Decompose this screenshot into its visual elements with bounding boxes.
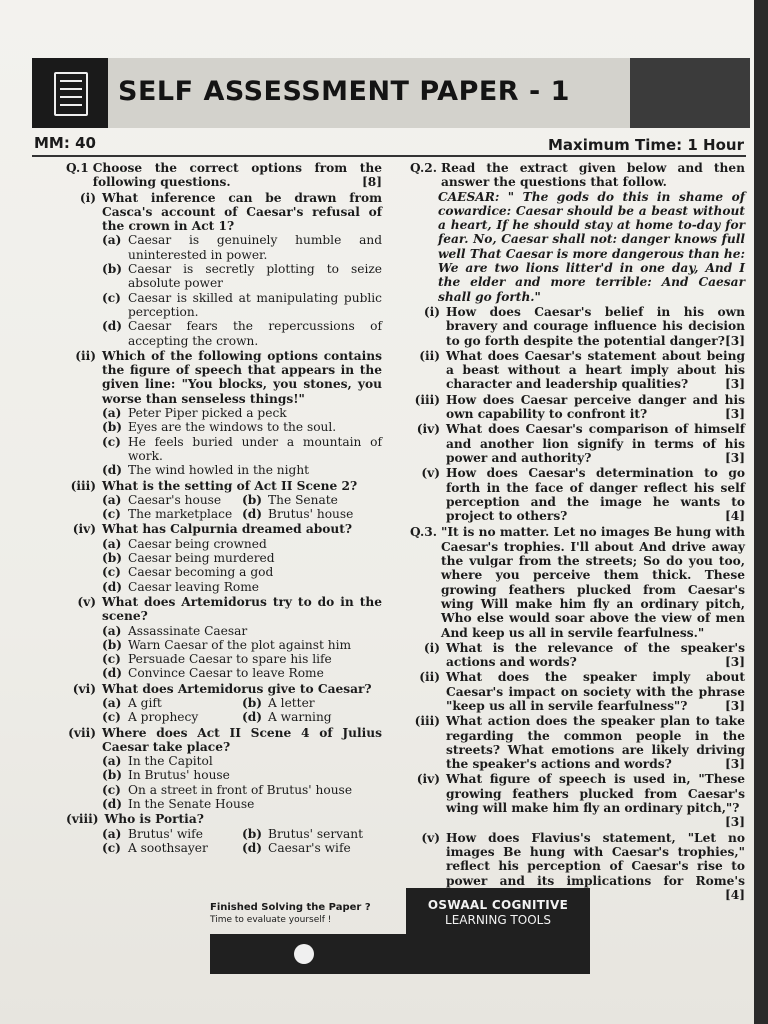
sub-question-text: How does Caesar's determination to go forth in the face of danger reflect his self perception and the image he wants to project to others?	[446, 466, 745, 524]
sub-question-text: Who is Portia?	[104, 812, 204, 827]
option-letter: (d)	[102, 666, 123, 681]
sub-question-marks: [3]	[724, 333, 745, 348]
question-1-text: Choose the correct options from the following questions.	[92, 161, 382, 190]
sub-question-text: What inference can be drawn from Casca's account of Caesar's refusal of the crown in Act 1?	[102, 190, 382, 234]
sub-question-number: (i)	[423, 640, 440, 655]
option-text: The marketplace	[128, 507, 233, 522]
option	[102, 463, 382, 477]
option-pair	[102, 710, 382, 724]
option	[102, 754, 382, 768]
option-letter: (c)	[102, 782, 121, 797]
sub-question	[66, 595, 382, 624]
sub-question	[66, 812, 382, 826]
option-text: Caesar becoming a god	[128, 565, 274, 580]
sub-question-marks: [3]	[724, 655, 745, 670]
option-letter: (b)	[102, 551, 123, 566]
sub-question-number: (iv)	[416, 422, 440, 437]
sub-question	[66, 682, 382, 696]
option	[102, 565, 382, 579]
sub-question-text: How does Caesar perceive danger and his own capability to confront it?	[446, 392, 745, 422]
option-letter: (b)	[102, 420, 123, 435]
sub-question-text: What figure of speech is used in, "These growing feathers plucked from Caesar's wing will make him fly an ordinary pitch,"?	[446, 772, 745, 816]
option	[102, 507, 242, 521]
option	[102, 580, 382, 594]
title-banner	[32, 58, 750, 128]
option-text: On a street in front of Brutus' house	[128, 782, 353, 797]
option-text: A gift	[128, 695, 162, 710]
option-list	[102, 624, 382, 681]
option-text: Convince Caesar to leave Rome	[128, 666, 324, 681]
sub-question	[410, 670, 745, 713]
option	[102, 696, 242, 710]
sub-question-marks: [3]	[724, 757, 745, 772]
option	[102, 783, 382, 797]
option-text: Peter Piper picked a peck	[128, 406, 287, 421]
right-column	[410, 161, 745, 902]
option	[102, 493, 242, 507]
option	[242, 827, 382, 841]
header-divider	[32, 155, 746, 157]
sub-question-marks: [3]	[724, 377, 745, 392]
sub-question-number: (i)	[79, 190, 96, 205]
sub-question-text: What does Artemidorus give to Caesar?	[102, 681, 372, 696]
option-letter: (d)	[102, 797, 123, 812]
option-text: Warn Caesar of the plot against him	[128, 637, 352, 652]
option-text: Eyes are the windows to the soul.	[128, 420, 337, 435]
sub-question	[410, 305, 745, 348]
max-marks: MM: 40	[34, 134, 96, 152]
sub-question	[410, 466, 745, 523]
option-text: Caesar is genuinely humble and uninterested in power.	[128, 233, 382, 262]
option	[242, 493, 382, 507]
option-pair	[102, 696, 382, 710]
option-text: In Brutus' house	[128, 768, 230, 783]
option	[102, 827, 242, 841]
option	[102, 624, 382, 638]
option	[102, 551, 382, 565]
option	[102, 420, 382, 434]
option-text: In the Capitol	[128, 754, 213, 769]
sub-question-text: What is the relevance of the speaker's actions and words?	[446, 640, 745, 670]
option	[102, 262, 382, 291]
option	[242, 841, 382, 855]
option-text: Brutus' house	[268, 507, 354, 522]
option	[102, 435, 382, 464]
sub-question-number: (i)	[423, 304, 440, 319]
option-text: Assassinate Caesar	[128, 623, 248, 638]
sub-question	[66, 191, 382, 234]
option	[242, 710, 382, 724]
option-text: Caesar being crowned	[128, 536, 267, 551]
brand-name: OSWAAL COGNITIVE	[427, 898, 569, 912]
sub-question	[410, 349, 745, 392]
option-text: A prophecy	[128, 710, 199, 725]
sub-question-marks: [3]	[724, 815, 745, 830]
brand-subtitle: LEARNING TOOLS	[445, 913, 551, 927]
brand-box	[406, 888, 590, 934]
sub-question-number: (v)	[421, 466, 440, 481]
sub-question-number: (viii)	[66, 812, 99, 827]
option-letter: (b)	[242, 695, 263, 710]
question-3-text: "It is no matter. Let no images Be hung with Caesar's trophies. I'll about And drive away the vulgar from the streets; So do you too, where you perceive them thick. These growing feathers plucked from Caesar's wing Will make him fly an ordinary pitch, Who else would soar above the view of men And keep us all in servile fearfulness."	[440, 525, 745, 640]
option-letter: (b)	[242, 826, 263, 841]
option-pair	[102, 507, 382, 521]
option-letter: (b)	[102, 262, 123, 277]
sub-question-text: Where does Act II Scene 4 of Julius Caesar take place?	[102, 725, 382, 754]
option-text: A warning	[268, 710, 332, 725]
option-letter: (d)	[242, 507, 263, 522]
sub-question-number: (ii)	[75, 348, 96, 363]
sub-question-number: (iv)	[416, 772, 440, 787]
option-letter: (c)	[102, 290, 121, 305]
option-letter: (b)	[102, 637, 123, 652]
question-1-marks: [8]	[361, 175, 382, 190]
option-letter: (d)	[102, 579, 123, 594]
option-letter: (a)	[102, 826, 122, 841]
option-text: Persuade Caesar to spare his life	[128, 652, 332, 667]
sub-question	[66, 479, 382, 493]
option	[242, 696, 382, 710]
sub-question-number: (iii)	[70, 478, 96, 493]
sub-question	[66, 349, 382, 406]
sub-question-number: (ii)	[419, 348, 440, 363]
option-text: Caesar fears the repercussions of accepting the crown.	[128, 319, 382, 348]
sub-question	[410, 714, 745, 771]
sub-question-number: (v)	[77, 594, 96, 609]
option-letter: (a)	[102, 492, 122, 507]
option-letter: (c)	[102, 434, 121, 449]
option-text: Caesar is skilled at manipulating public perception.	[128, 290, 382, 319]
max-time: Maximum Time: 1 Hour	[547, 136, 744, 154]
sub-question-number: (iii)	[414, 392, 440, 407]
sub-question-marks: [3]	[724, 450, 745, 465]
option-letter: (c)	[102, 565, 121, 580]
option-letter: (a)	[102, 536, 122, 551]
option-letter: (c)	[102, 710, 121, 725]
sub-question-text: Which of the following options contains the figure of speech that appears in the given line: "You blocks, you stones, you worse than senseless things!"	[102, 348, 382, 406]
document-icon	[32, 58, 108, 128]
option-text: The Senate	[268, 492, 338, 507]
option	[102, 406, 382, 420]
option	[242, 507, 382, 521]
advert-line-2: Time to evaluate yourself !	[210, 915, 332, 925]
sub-question-text: What does Artemidorus try to do in the scene?	[102, 594, 382, 624]
sub-question	[410, 772, 745, 829]
sub-question-marks: [4]	[724, 887, 745, 902]
paper-title: SELF ASSESSMENT PAPER - 1	[118, 76, 570, 107]
option-letter: (d)	[242, 840, 263, 855]
option	[102, 638, 382, 652]
option-text: Brutus' servant	[268, 826, 364, 841]
option-list	[102, 537, 382, 594]
option-letter: (c)	[102, 652, 121, 667]
option-list	[102, 233, 382, 347]
sub-question-text: How does Caesar's belief in his own bravery and courage influence his decision to go forth despite the potential danger?	[446, 304, 745, 348]
option-letter: (b)	[242, 492, 263, 507]
option-letter: (a)	[102, 623, 122, 638]
option	[102, 537, 382, 551]
option-text: Caesar's wife	[268, 840, 351, 855]
sub-question-marks: [4]	[724, 509, 745, 524]
sub-question	[66, 522, 382, 536]
question-1-heading: Q.1 Choose the correct options from the following questions. [8]	[66, 161, 382, 190]
option-text: The wind howled in the night	[128, 463, 310, 478]
advert-banner	[210, 888, 590, 968]
option-letter: (a)	[102, 233, 122, 248]
sub-question-text: What does the speaker imply about Caesar's impact on society with the phrase "keep us all in servile fearfulness"?	[446, 670, 745, 713]
sub-question-number: (v)	[421, 830, 440, 845]
option-letter: (d)	[242, 710, 263, 725]
option	[102, 319, 382, 348]
sub-question-text: What does Caesar's statement about being a beast without a heart imply about his character and leadership qualities?	[446, 348, 745, 392]
option	[102, 768, 382, 782]
option-text: Caesar being murdered	[128, 551, 275, 566]
option-list	[102, 754, 382, 811]
option-letter: (b)	[102, 768, 123, 783]
option-letter: (d)	[102, 319, 123, 334]
option-text: A soothsayer	[128, 840, 208, 855]
option	[102, 291, 382, 320]
option-text: In the Senate House	[128, 797, 255, 812]
extract-text: CAESAR: " The gods do this in shame of cowardice: Caesar should be a beast without a heart, If he should stay at home to-day for fear. No, Caesar shall not: danger knows full well That Caesar is more dangerous than he: We are two lions litter'd in one day, And I the elder and more terrible: And Caesar shall go forth."	[438, 189, 745, 304]
sub-question-number: (iv)	[72, 522, 96, 537]
option-text: Caesar's house	[128, 492, 222, 507]
option-letter: (d)	[102, 463, 123, 478]
option-letter: (c)	[102, 507, 121, 522]
question-3-heading: Q.3. "It is no matter. Let no images Be hung with Caesar's trophies. I'll about And drive away the vulgar from the streets; So do you too, where you perceive them thick. These growing feathers plucked from Caesar's wing Will make him fly an ordinary pitch, Who else would soar above the view of men And keep us all in servile fearfulness."	[410, 525, 745, 640]
option	[102, 652, 382, 666]
option-text: He feels buried under a mountain of work.	[128, 434, 382, 463]
sub-question-text: What does Caesar's comparison of himself and another lion signify in terms of his power and authority?	[446, 422, 745, 465]
option	[102, 666, 382, 680]
option-letter: (a)	[102, 695, 122, 710]
option	[102, 710, 242, 724]
sub-question	[66, 726, 382, 755]
sub-question	[410, 393, 745, 422]
sub-question-number: (ii)	[419, 670, 440, 685]
option-letter: (a)	[102, 754, 122, 769]
sub-question-text: What action does the speaker plan to take regarding the common people in the streets? What emotions are likely driving the speaker's actions and words?	[446, 714, 745, 772]
option-letter: (c)	[102, 840, 121, 855]
sub-question-text: What is the setting of Act II Scene 2?	[102, 478, 358, 493]
option-text: Brutus' wife	[128, 826, 203, 841]
option-letter: (a)	[102, 406, 122, 421]
option-pair	[102, 827, 382, 841]
sub-question-number: (iii)	[414, 714, 440, 729]
sub-question	[410, 422, 745, 465]
left-column	[66, 161, 382, 855]
option-pair	[102, 493, 382, 507]
option-list	[102, 406, 382, 477]
sub-question-number: (vi)	[72, 681, 96, 696]
option	[102, 841, 242, 855]
logo-icon	[294, 944, 314, 964]
option-pair	[102, 841, 382, 855]
sub-question-marks: [3]	[724, 698, 745, 713]
sub-question-number: (vii)	[68, 725, 96, 740]
option-text: Caesar is secretly plotting to seize absolute power	[128, 262, 382, 291]
option-text: A letter	[268, 695, 315, 710]
question-2-heading: Q.2. Read the extract given below and then answer the questions that follow.	[410, 161, 745, 190]
sub-question	[410, 641, 745, 670]
sub-question-text: What has Calpurnia dreamed about?	[102, 522, 353, 537]
sub-question-text: How does Flavius's statement, "Let no images Be hung with Caesar's trophies," reflect his perception of Caesar's rise to power and its implications for Rome's	[446, 830, 745, 888]
option-text: Caesar leaving Rome	[128, 579, 259, 594]
option	[102, 797, 382, 811]
question-2-text: Read the extract given below and then answer the questions that follow.	[440, 161, 745, 190]
advert-line-1: Finished Solving the Paper ?	[210, 902, 371, 913]
option	[102, 233, 382, 262]
sub-question-marks: [3]	[724, 407, 745, 422]
